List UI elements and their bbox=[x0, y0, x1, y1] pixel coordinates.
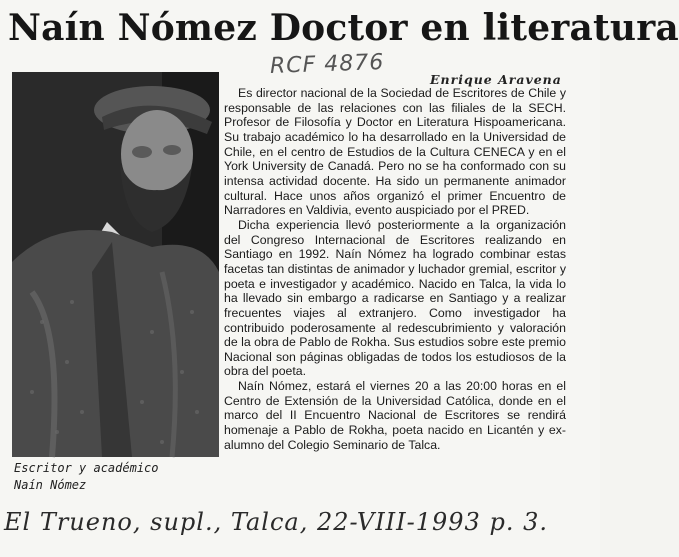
author-photo bbox=[12, 72, 219, 457]
handwritten-catalog-note: RCF 4876 bbox=[269, 50, 385, 79]
article-paragraph: Dicha experiencia llevó posteriormente a la organización del Congreso Internacional de Escritores realizando en Santiago en 1992. Naín Nómez ha logrado combinar estas facetas tan distintas de animador y luchador gremial, escritor y poeta e investigador y académico. Nacido en Talca, la vida lo ha llevado sin embargo a radicarse en Santiago y a realizar frecuentes viajes al extranjero. Como investigador ha contribuido poderosamente al redescubrimiento y valoración de la obra de Pablo de Rokha. Sus estudios sobre este premio Nacional son páginas obligadas de todos los estudiosos de la obra del poeta. bbox=[224, 217, 566, 379]
article-body bbox=[224, 86, 566, 452]
article-paragraph: Naín Nómez, estará el viernes 20 a las 20:00 horas en el Centro de Extensión de la Universidad Católica, donde en el marco del II Encuentro Nacional de Escritores se rendirá homenaje a Pablo de Rokha, poeta nacido en Licantén y ex-alumno del Colegio Seminario de Talca. bbox=[224, 379, 566, 452]
byline: Enrique Aravena bbox=[430, 72, 562, 87]
portrait-illustration bbox=[12, 72, 219, 457]
caption-line: Naín Nómez bbox=[14, 478, 87, 492]
caption-line: Escritor y académico bbox=[14, 461, 159, 475]
headline: Naín Nómez Doctor en literatura bbox=[8, 7, 679, 49]
handwritten-source-note: El Trueno, supl., Talca, 22-VIII-1993 p. 3. bbox=[4, 508, 548, 536]
article-paragraph: Es director nacional de la Sociedad de Escritores de Chile y responsable de las relaciones con las filiales de la SECH. Profesor de Filosofía y Doctor en Literatura Hispoamericana. Su trabajo académico lo ha desarrollado en la Universidad de Chile, en el centro de Estudios de la Cultura CENECA y en el York University de Canadá. Pero no se ha conformado con su intensa actividad docente. Ha sido un permanente animador cultural. Hace unos años organizó el primer Encuentro de Narradores en Valdivia, evento auspiciado por el PRED. bbox=[224, 86, 566, 218]
photo-caption bbox=[14, 460, 224, 494]
